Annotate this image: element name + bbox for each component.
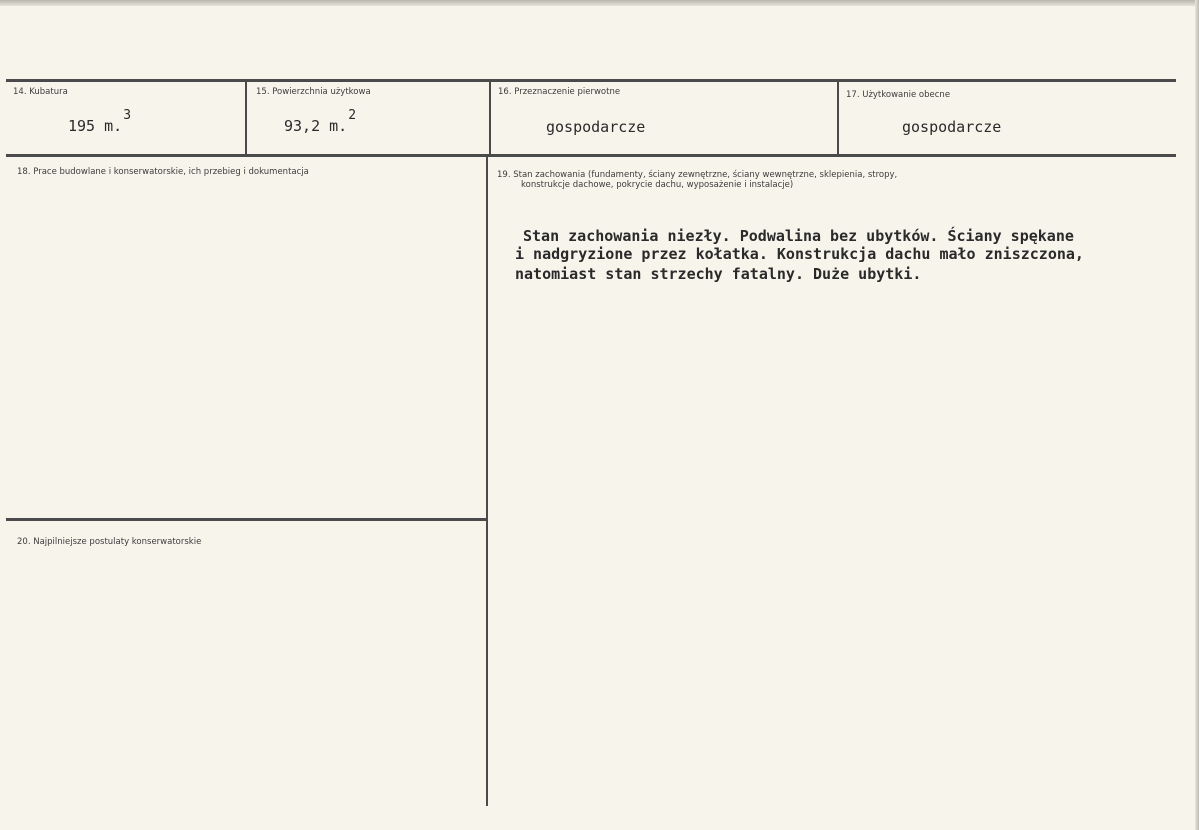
field-14-label: 14. Kubatura <box>13 87 68 97</box>
rule-section-18-20 <box>6 518 486 521</box>
rule-col-16-17 <box>837 80 839 156</box>
field-19-text-line2: i nadgryzione przez kołatka. Konstrukcja dachu mało zniszczona, <box>515 245 1084 263</box>
field-14-value <box>68 108 132 135</box>
rule-col-main <box>486 156 488 806</box>
field-19-text-line1: Stan zachowania niezły. Podwalina bez ubytków. Ściany spękane <box>523 227 1074 245</box>
field-14-number: 195 m. <box>68 117 123 135</box>
field-15-superscript: 2 <box>348 108 357 123</box>
rule-col-15-16 <box>489 80 491 156</box>
field-15-number: 93,2 m. <box>284 117 348 135</box>
field-14-superscript: 3 <box>123 108 132 123</box>
rule-top <box>6 79 1176 82</box>
field-15-value <box>284 108 357 135</box>
field-18-label: 18. Prace budowlane i konserwatorskie, ich przebieg i dokumentacja <box>17 167 309 177</box>
field-16-value: gospodarcze <box>546 118 646 136</box>
field-19-label-line1: 19. Stan zachowania (fundamenty, ściany zewnętrzne, ściany wewnętrzne, sklepienia, stropy, <box>497 170 898 180</box>
rule-row1-bottom <box>6 154 1176 157</box>
field-15-label: 15. Powierzchnia użytkowa <box>256 87 371 97</box>
rule-col-14-15 <box>245 80 247 156</box>
paper-top-edge <box>0 0 1199 6</box>
field-16-label: 16. Przeznaczenie pierwotne <box>498 87 621 97</box>
field-17-label: 17. Użytkowanie obecne <box>846 90 951 100</box>
field-19-label-line2: konstrukcje dachowe, pokrycie dachu, wyposażenie i instalacje) <box>521 180 794 190</box>
field-20-label: 20. Najpilniejsze postulaty konserwatorskie <box>17 537 202 547</box>
paper-right-edge <box>1195 0 1199 830</box>
field-17-value: gospodarcze <box>902 118 1002 136</box>
field-19-text-line3: natomiast stan strzechy fatalny. Duże ubytki. <box>515 265 922 283</box>
